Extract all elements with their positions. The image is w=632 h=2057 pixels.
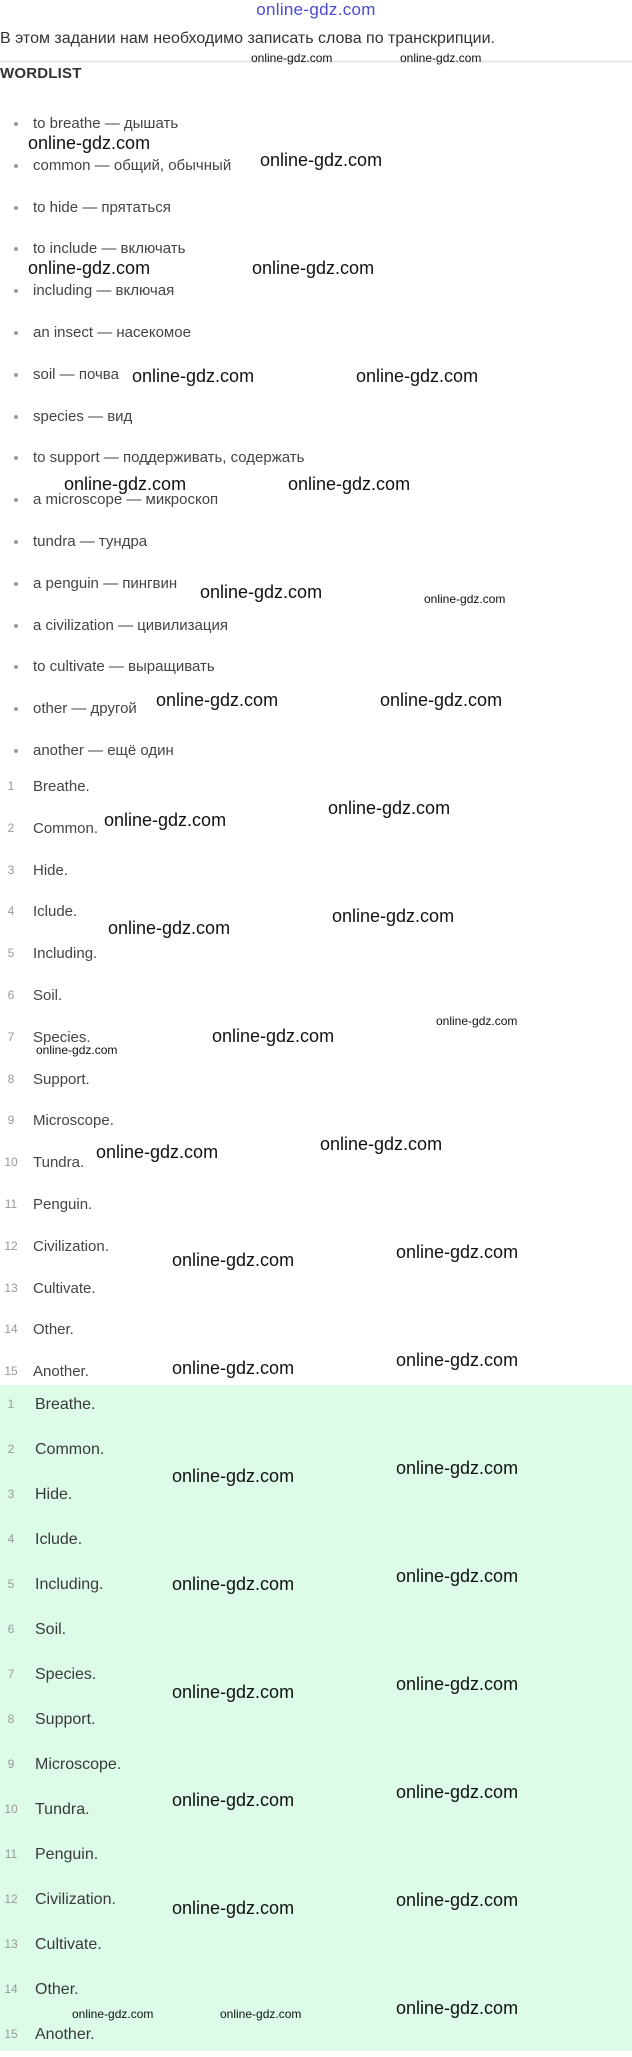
item-number: 9: [7, 1113, 15, 1128]
watermark: online-gdz.com: [332, 906, 455, 926]
wordlist-item-text: tundra — тундра: [33, 532, 148, 550]
answer-item: [0, 891, 114, 933]
wordlist-item-text: species — вид: [33, 407, 133, 425]
wordlist: [0, 103, 304, 772]
answer-item: [0, 808, 114, 850]
item-number: 13: [4, 1937, 18, 1951]
watermark: online-gdz.com: [424, 592, 506, 606]
wordlist-item-text: other — другой: [33, 700, 137, 718]
answer-text: Penguin.: [35, 1846, 99, 1863]
item-number: 15: [4, 1364, 18, 1379]
item-number: 8: [7, 1071, 15, 1086]
item-number: 3: [7, 1487, 15, 1501]
wordlist-title: WORDLIST: [0, 65, 82, 82]
highlighted-answer-item: [0, 1382, 121, 1427]
watermark: online-gdz.com: [132, 366, 255, 386]
bullet-icon: [14, 624, 18, 628]
answer-item: [0, 1184, 114, 1226]
item-number: 10: [4, 1802, 18, 1816]
watermark: online-gdz.com: [172, 1358, 295, 1378]
answer-text: Microscope.: [33, 1112, 114, 1130]
watermark: online-gdz.com: [108, 918, 231, 938]
bullet-icon: [14, 373, 18, 377]
item-number: 4: [7, 904, 15, 919]
answer-text: Cultivate.: [35, 1936, 102, 1953]
watermark: online-gdz.com: [172, 1466, 295, 1486]
wordlist-item-text: a microscope — микроскоп: [33, 491, 219, 509]
answer-text: Hide.: [33, 861, 69, 879]
watermark: online-gdz.com: [320, 1134, 443, 1154]
bullet-icon: [14, 122, 18, 126]
answer-text: Tundra.: [35, 1801, 90, 1818]
wordlist-item: [0, 646, 304, 688]
answer-text: Microscope.: [35, 1756, 122, 1773]
watermark: online-gdz.com: [220, 2007, 302, 2021]
highlighted-answer-item: [0, 1877, 121, 1922]
item-number: 9: [7, 1757, 15, 1771]
highlighted-answer-item: [0, 1562, 121, 1607]
answer-text: Support.: [33, 1070, 90, 1088]
item-number: 13: [4, 1280, 18, 1295]
wordlist-item-text: to hide — прятаться: [33, 198, 171, 216]
wordlist-item: [0, 437, 304, 479]
watermark: online-gdz.com: [172, 1682, 295, 1702]
highlighted-answer-item: [0, 1652, 121, 1697]
highlighted-answer-item: [0, 1832, 121, 1877]
answer-text: Cultivate.: [33, 1279, 96, 1297]
answer-item: [0, 975, 114, 1017]
highlighted-answer-item: [0, 1472, 121, 1517]
item-number: 6: [7, 1622, 15, 1636]
bullet-icon: [14, 582, 18, 586]
wordlist-item-text: a civilization — цивилизация: [33, 616, 228, 634]
answer-item: [0, 933, 114, 975]
watermark: online-gdz.com: [172, 1790, 295, 1810]
answer-text: Including.: [33, 945, 98, 963]
highlighted-answer-item: [0, 1517, 121, 1562]
answer-text: Tundra.: [33, 1154, 85, 1172]
wordlist-item-text: to breathe — дышать: [33, 115, 179, 132]
highlighted-answer-item: [0, 1697, 121, 1742]
watermark: online-gdz.com: [156, 690, 279, 710]
wordlist-item-text: common — общий, обычный: [33, 156, 232, 174]
wordlist-item: [0, 312, 304, 354]
site-logo[interactable]: online-gdz.com: [256, 0, 376, 19]
bullet-icon: [14, 415, 18, 419]
item-number: 12: [4, 1892, 18, 1906]
answer-text: Other.: [35, 1981, 79, 1998]
watermark: online-gdz.com: [172, 1250, 295, 1270]
bullet-icon: [14, 749, 18, 753]
wordlist-item-text: to cultivate — выращивать: [33, 658, 215, 676]
item-number: 1: [7, 1397, 15, 1411]
answer-item: [0, 1309, 114, 1351]
answer-text: Civilization.: [33, 1237, 109, 1255]
answer-text: Including.: [35, 1576, 104, 1593]
answer-text: Iclude.: [33, 903, 78, 921]
answer-text: Soil.: [33, 986, 63, 1004]
item-number: 6: [7, 987, 15, 1002]
watermark: online-gdz.com: [172, 1898, 295, 1918]
item-number: 14: [4, 1982, 18, 1996]
item-number: 2: [7, 820, 15, 835]
watermark: online-gdz.com: [200, 582, 323, 602]
answer-text: Another.: [33, 1363, 89, 1381]
wordlist-item-text: an insect — насекомое: [33, 323, 191, 341]
wordlist-item: [0, 521, 304, 563]
item-number: 1: [7, 779, 15, 793]
answer-text: Other.: [33, 1321, 74, 1339]
watermark: online-gdz.com: [396, 1998, 519, 2018]
watermark: online-gdz.com: [396, 1890, 519, 1910]
answer-item: [0, 1268, 114, 1310]
wordlist-item: [0, 605, 304, 647]
watermark: online-gdz.com: [172, 1574, 295, 1594]
watermark: online-gdz.com: [436, 1014, 518, 1028]
item-number: 11: [4, 1196, 18, 1211]
watermark: online-gdz.com: [396, 1242, 519, 1262]
watermark: online-gdz.com: [356, 366, 479, 386]
item-number: 10: [4, 1155, 18, 1170]
watermark: online-gdz.com: [212, 1026, 335, 1046]
answer-text: Common.: [33, 819, 99, 837]
item-number: 7: [7, 1029, 15, 1044]
watermark: online-gdz.com: [396, 1566, 519, 1586]
watermark: online-gdz.com: [252, 258, 375, 278]
bullet-icon: [14, 289, 18, 293]
wordlist-item-text: another — ещё один: [33, 741, 174, 759]
answer-text: Breathe.: [35, 1396, 96, 1413]
highlighted-answer-item: [0, 1427, 121, 1472]
wordlist-item-text: to include — включать: [33, 240, 186, 258]
watermark: online-gdz.com: [96, 1142, 219, 1162]
answer-text: Penguin.: [33, 1195, 93, 1213]
item-number: 14: [4, 1322, 18, 1337]
item-number: 2: [7, 1442, 15, 1456]
watermark: online-gdz.com: [251, 51, 333, 65]
item-number: 8: [7, 1712, 15, 1726]
answer-text: Another.: [35, 2026, 95, 2043]
watermark: online-gdz.com: [288, 474, 411, 494]
answer-text: Breathe.: [33, 778, 90, 795]
item-number: 15: [4, 2027, 18, 2041]
answer-text: Species.: [33, 1028, 91, 1046]
answer-text: Soil.: [35, 1621, 67, 1638]
wordlist-item-text: including — включая: [33, 282, 175, 300]
item-number: 3: [7, 862, 15, 877]
answer-text: Hide.: [35, 1486, 73, 1503]
watermark: online-gdz.com: [72, 2007, 154, 2021]
watermark: online-gdz.com: [400, 51, 482, 65]
item-number: 5: [7, 946, 15, 961]
watermark: online-gdz.com: [396, 1782, 519, 1802]
highlighted-answer-item: [0, 1922, 121, 1967]
item-number: 5: [7, 1577, 15, 1591]
bullet-icon: [14, 456, 18, 460]
item-number: 11: [4, 1847, 18, 1861]
answer-item: [0, 1226, 114, 1268]
watermark: online-gdz.com: [36, 1043, 118, 1057]
watermark: online-gdz.com: [328, 798, 451, 818]
answer-text: Iclude.: [35, 1531, 83, 1548]
highlighted-answer-item: [0, 1787, 121, 1832]
watermark: online-gdz.com: [396, 1458, 519, 1478]
watermark: online-gdz.com: [28, 258, 151, 278]
watermark: online-gdz.com: [396, 1350, 519, 1370]
bullet-icon: [14, 331, 18, 335]
highlighted-answer-item: [0, 1607, 121, 1652]
item-number: 7: [7, 1667, 15, 1681]
bullet-icon: [14, 540, 18, 544]
watermark: online-gdz.com: [28, 133, 151, 153]
answer-item: [0, 1059, 114, 1101]
wordlist-item: [0, 187, 304, 229]
answer-item: [0, 1100, 114, 1142]
bullet-icon: [14, 665, 18, 669]
bullet-icon: [14, 206, 18, 210]
answer-text: Civilization.: [35, 1891, 116, 1908]
wordlist-item-text: a penguin — пингвин: [33, 574, 178, 592]
watermark: online-gdz.com: [104, 810, 227, 830]
highlighted-answer-item: [0, 1742, 121, 1787]
answer-text: Common.: [35, 1441, 105, 1458]
answer-text: Species.: [35, 1666, 97, 1683]
task-intro: В этом задании нам необходимо записать слова по транскрипции.: [0, 30, 495, 47]
answer-text: Support.: [35, 1711, 96, 1728]
bullet-icon: [14, 707, 18, 711]
item-number: 4: [7, 1532, 15, 1546]
bullet-icon: [14, 247, 18, 251]
watermark: online-gdz.com: [260, 150, 383, 170]
wordlist-item-text: soil — почва: [33, 365, 119, 383]
answer-list: [0, 766, 114, 1393]
bullet-icon: [14, 498, 18, 502]
answer-item: [0, 850, 114, 892]
wordlist-item: [0, 396, 304, 438]
watermark: online-gdz.com: [380, 690, 503, 710]
bullet-icon: [14, 164, 18, 168]
answer-item: [0, 766, 114, 808]
watermark: online-gdz.com: [64, 474, 187, 494]
watermark: online-gdz.com: [396, 1674, 519, 1694]
wordlist-item-text: to support — поддерживать, содержать: [33, 449, 305, 467]
item-number: 12: [4, 1238, 18, 1253]
highlighted-answer-item: [0, 1967, 121, 2012]
highlighted-answer-list: [0, 1382, 121, 2057]
